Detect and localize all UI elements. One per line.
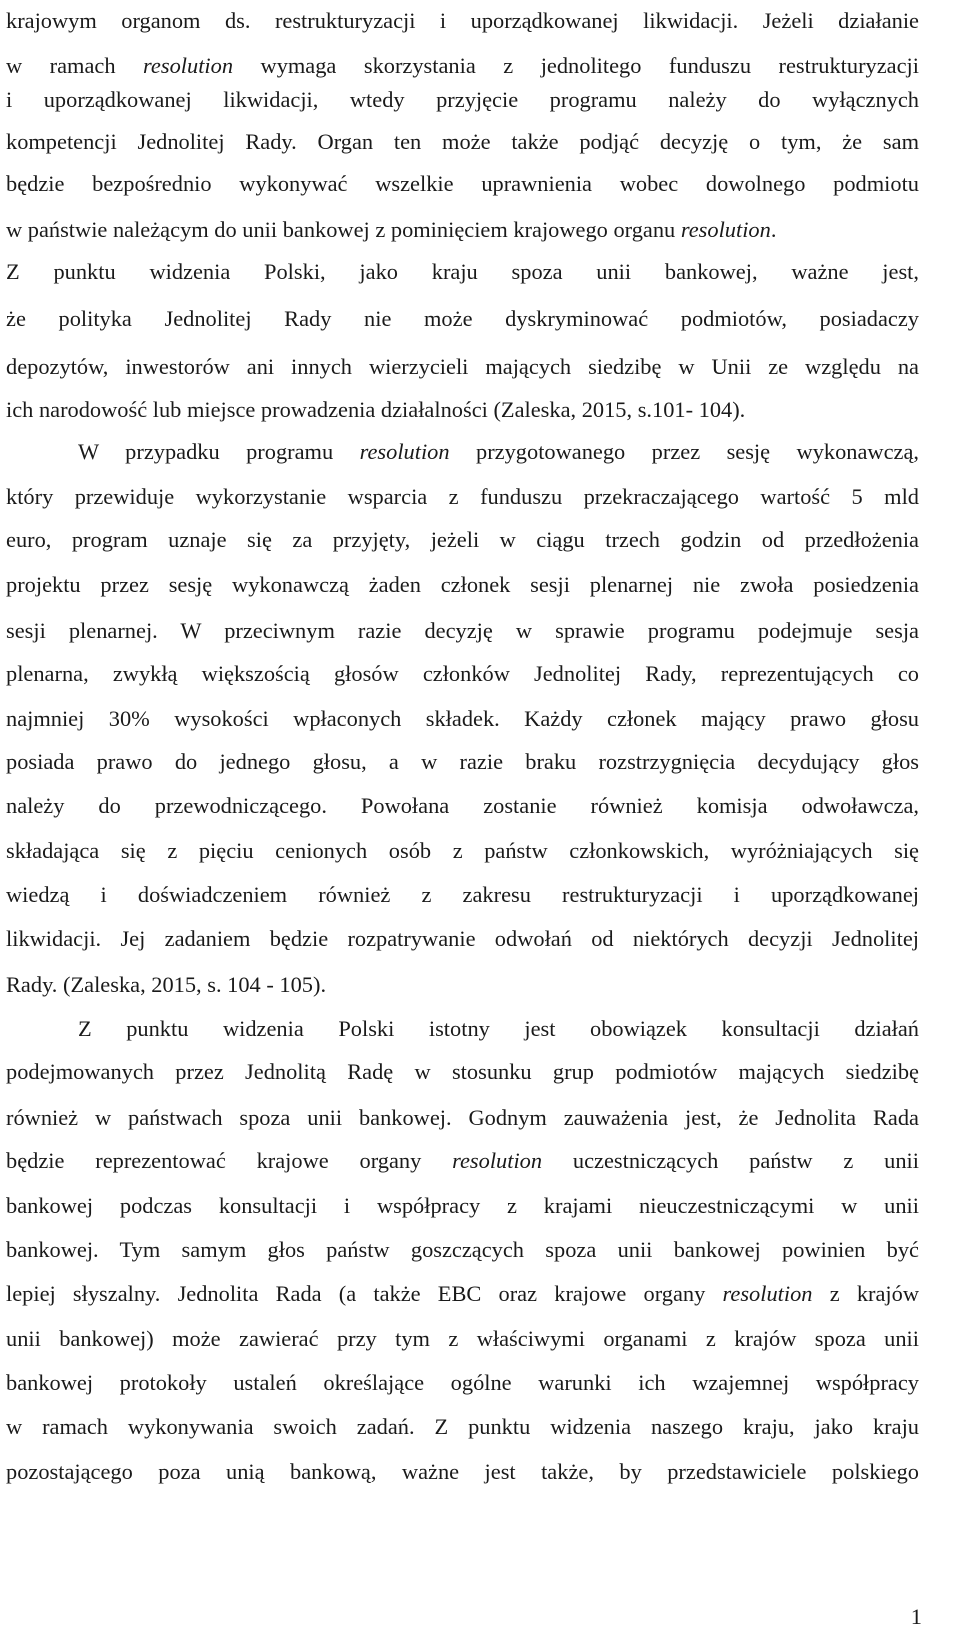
text-segment: krajowym organom ds. restrukturyzacji i uporządkowanej likwidacji. Jeżeli działanie <box>6 8 919 33</box>
text-segment: plenarna, zwykłą większością głosów członków Jednolitej Rady, reprezentujących co <box>6 661 919 686</box>
text-line <box>6 476 919 518</box>
text-segment: pozostającego poza unią bankową, ważne jest także, by przedstawiciele polskiego <box>6 1459 919 1484</box>
text-segment: uczestniczących państw z unii <box>542 1148 919 1173</box>
text-segment: ich narodowość lub miejsce prowadzenia działalności (Zaleska, 2015, s.101- 104). <box>6 397 746 422</box>
text-line <box>6 1406 919 1448</box>
text-segment: Rady. (Zaleska, 2015, s. 104 - 105). <box>6 972 327 997</box>
text-segment: Z punktu widzenia Polski, jako kraju spoza unii bankowej, ważne jest, <box>6 259 919 284</box>
text-line <box>6 653 919 695</box>
text-line <box>6 0 919 42</box>
text-line <box>6 1362 919 1404</box>
text-line <box>6 1229 919 1271</box>
text-segment: będzie reprezentować krajowe organy <box>6 1148 453 1173</box>
text-segment: przygotowanego przez sesję wykonawczą, <box>449 439 920 464</box>
text-line <box>6 610 919 652</box>
text-segment: bankowej podczas konsultacji i współpracy z krajami nieuczestniczącymi w unii <box>6 1193 919 1218</box>
text-segment: w ramach <box>6 53 144 78</box>
text-segment: . <box>770 217 777 242</box>
text-line <box>6 163 919 205</box>
text-segment: kompetencji Jednolitej Rady. Organ ten może także podjąć decyzję o tym, że sam <box>6 129 919 154</box>
text-line <box>6 964 919 1006</box>
text-line <box>6 830 919 872</box>
text-line <box>6 564 919 606</box>
text-line <box>6 1273 919 1315</box>
text-segment: lepiej słyszalny. Jednolita Rada (a także EBC oraz krajowe organy <box>6 1281 723 1306</box>
text-line <box>6 79 919 121</box>
text-line <box>78 431 919 473</box>
text-line <box>6 1097 919 1139</box>
text-segment: w państwie należącym do unii bankowej z pominięciem krajowego organu <box>6 217 681 242</box>
text-segment: W przypadku programu <box>78 439 360 464</box>
text-segment: podejmowanych przez Jednolitą Radę w stosunku grup podmiotów mających siedzibę <box>6 1059 919 1084</box>
text-line <box>6 389 919 431</box>
text-segment: bankowej. Tym samym głos państw goszczących spoza unii bankowej powinien być <box>6 1237 919 1262</box>
text-segment: będzie bezpośrednio wykonywać wszelkie uprawnienia wobec dowolnego podmiotu <box>6 171 919 196</box>
text-segment: wymaga skorzystania z jednolitego funduszu restrukturyzacji <box>233 53 920 78</box>
text-segment: że polityka Jednolitej Rady nie może dyskryminować podmiotów, posiadaczy <box>6 306 919 331</box>
text-line <box>78 1008 919 1050</box>
text-segment: posiada prawo do jednego głosu, a w razie braku rozstrzygnięcia decydujący głos <box>6 749 919 774</box>
text-line <box>6 874 919 916</box>
text-segment: należy do przewodniczącego. Powołana zostanie również komisja odwoławcza, <box>6 793 919 818</box>
text-line <box>6 741 919 783</box>
text-segment: w ramach wykonywania swoich zadań. Z punktu widzenia naszego kraju, jako kraju <box>6 1414 919 1439</box>
text-segment: składająca się z pięciu cenionych osób z państw członkowskich, wyróżniających się <box>6 838 919 863</box>
text-segment: projektu przez sesję wykonawczą żaden członek sesji plenarnej nie zwoła posiedzenia <box>6 572 919 597</box>
text-line <box>6 519 919 561</box>
text-segment: wiedzą i doświadczeniem również z zakresu restrukturyzacji i uporządkowanej <box>6 882 919 907</box>
italic-term: resolution <box>722 1281 813 1306</box>
text-line <box>6 785 919 827</box>
text-segment: sesji plenarnej. W przeciwnym razie decyzję w sprawie programu podejmuje sesja <box>6 618 919 643</box>
text-line <box>6 346 919 388</box>
text-line <box>6 209 919 251</box>
page-number: 1 <box>910 1604 922 1629</box>
text-line <box>6 251 919 293</box>
text-segment: unii bankowej) może zawierać przy tym z właściwymi organami z krajów spoza unii <box>6 1326 919 1351</box>
italic-term: resolution <box>359 439 450 464</box>
italic-term: resolution <box>680 217 771 242</box>
text-line <box>6 298 919 340</box>
text-segment: bankowej protokoły ustaleń określające ogólne warunki ich wzajemnej współpracy <box>6 1370 919 1395</box>
text-segment: euro, program uznaje się za przyjęty, jeżeli w ciągu trzech godzin od przedłożenia <box>6 527 919 552</box>
text-segment: likwidacji. Jej zadaniem będzie rozpatrywanie odwołań od niektórych decyzji Jednolitej <box>6 926 919 951</box>
text-line <box>6 1185 919 1227</box>
text-segment: który przewiduje wykorzystanie wsparcia z funduszu przekraczającego wartość 5 mld <box>6 484 919 509</box>
text-segment: depozytów, inwestorów ani innych wierzycieli mających siedzibę w Unii ze względu na <box>6 354 919 379</box>
text-line <box>6 1140 919 1182</box>
text-line <box>6 121 919 163</box>
text-line <box>6 1318 919 1360</box>
text-line <box>6 1451 919 1493</box>
text-line <box>6 918 919 960</box>
text-line <box>6 1051 919 1093</box>
text-segment: również w państwach spoza unii bankowej. Godnym zauważenia jest, że Jednolita Rada <box>6 1105 919 1130</box>
text-segment: i uporządkowanej likwidacji, wtedy przyjęcie programu należy do wyłącznych <box>6 87 919 112</box>
italic-term: resolution <box>143 53 234 78</box>
text-segment: najmniej 30% wysokości wpłaconych składek. Każdy członek mający prawo głosu <box>6 706 919 731</box>
text-segment: z krajów <box>812 1281 919 1306</box>
italic-term: resolution <box>452 1148 543 1173</box>
text-line <box>6 698 919 740</box>
text-segment: Z punktu widzenia Polski istotny jest obowiązek konsultacji działań <box>78 1016 919 1041</box>
